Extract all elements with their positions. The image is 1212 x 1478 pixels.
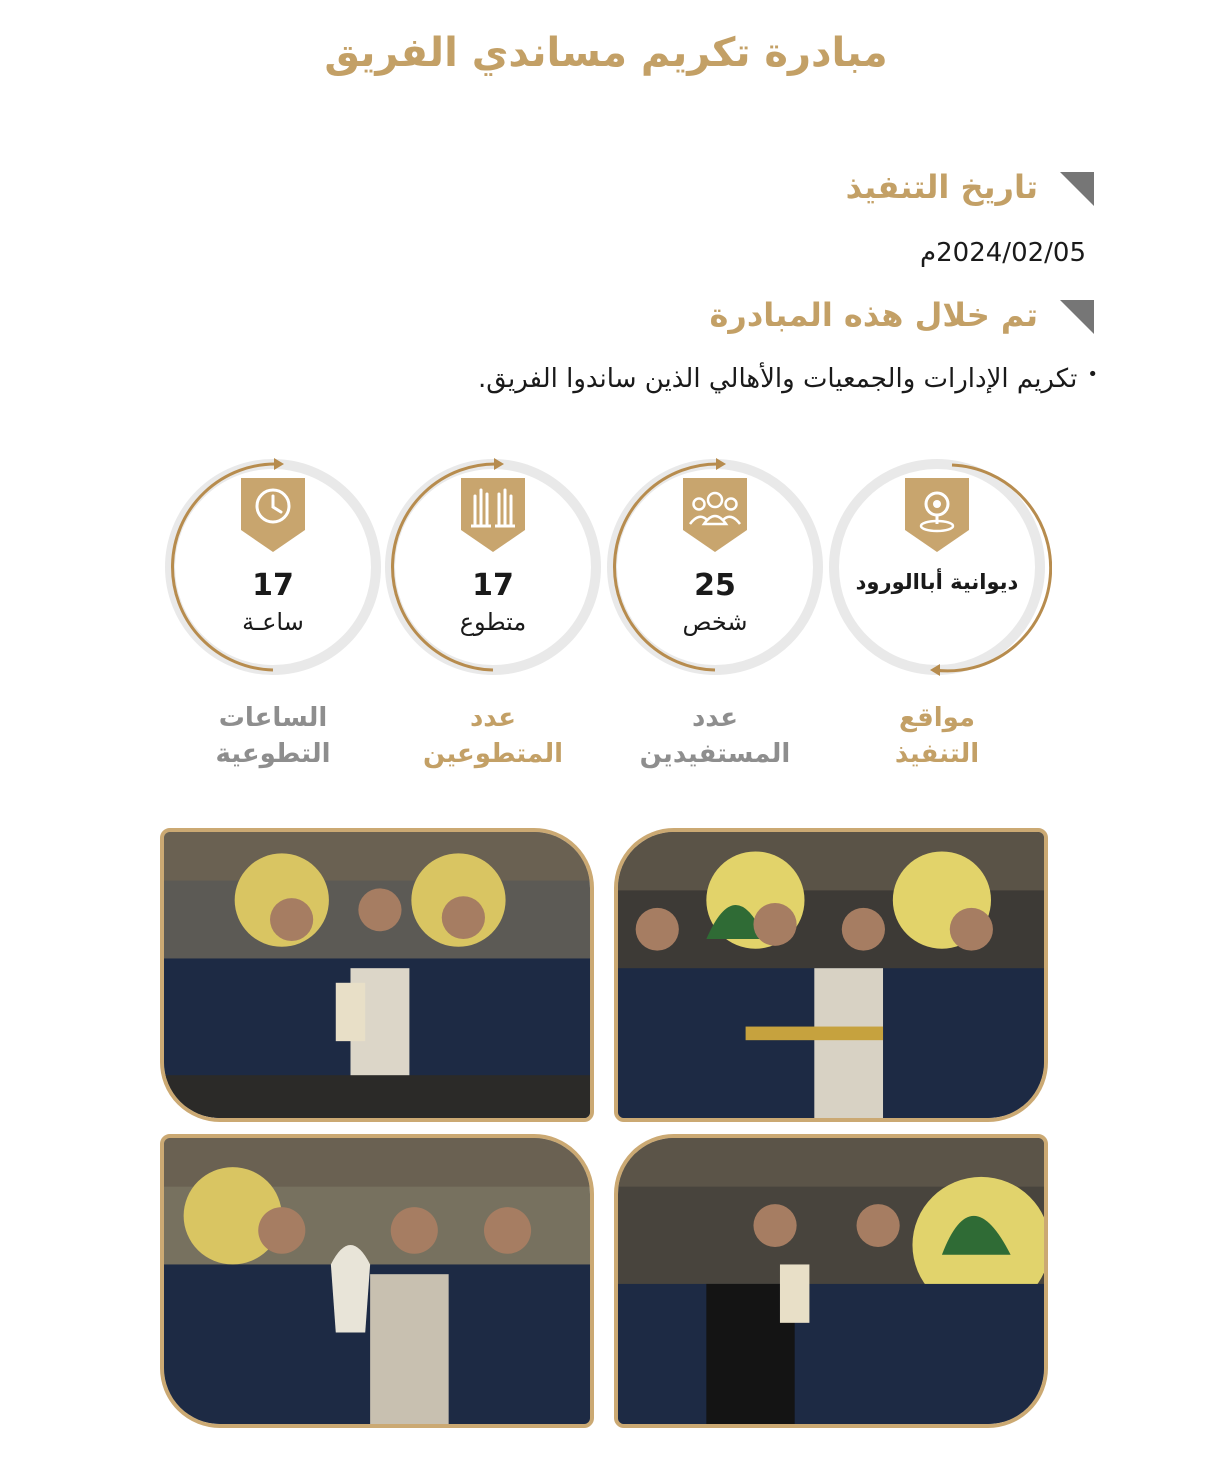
bullet-dot-icon: • [1087,364,1098,385]
initiative-heading-text: تم خلال هذه المبادرة [709,296,1038,334]
label-line: التنفيذ [894,739,980,769]
bullet-text: تكريم الإدارات والجمعيات والأهالي الذين ساندوا الفريق. [478,364,1078,394]
stat-unit: ساعـة [242,608,304,636]
triangle-marker-icon [1060,172,1094,206]
label-line: مواقع [898,703,976,733]
stat-location-name: ديوانية أباالورود [855,570,1019,594]
stat-beneficiaries [600,452,830,682]
stat-locations [822,452,1052,682]
bullet-item [478,364,1098,394]
stat-number: 25 [694,568,736,603]
label-line: عدد [469,703,517,733]
date-heading [846,168,1094,206]
stat-label-hours [158,700,388,772]
people-group-icon [679,474,751,556]
label-line: التطوعية [215,739,331,769]
event-photo [160,1134,594,1428]
stat-hours [158,452,388,682]
initiative-heading [710,296,1094,334]
stat-unit: شخص [682,608,748,636]
event-photo [614,828,1048,1122]
stat-label-beneficiaries [600,700,830,772]
label-line: المستفيدين [639,739,791,769]
stat-number: 17 [252,568,294,603]
label-line: المتطوعين [422,739,564,769]
page-title: مبادرة تكريم مساندي الفريق [324,30,888,76]
date-heading-text: تاريخ التنفيذ [845,168,1038,206]
clock-icon [237,474,309,556]
label-line: عدد [691,703,739,733]
triangle-marker-icon [1060,300,1094,334]
event-photo [160,828,594,1122]
label-line: الساعات [218,703,328,733]
execution-date: 2024/02/05م [920,238,1086,268]
stat-label-locations [822,700,1052,772]
stat-label-volunteers [378,700,608,772]
event-photo [614,1134,1048,1428]
location-pin-icon [901,474,973,556]
raised-hands-icon [457,474,529,556]
stat-unit: متطوع [459,608,527,636]
stat-volunteers [378,452,608,682]
stat-number: 17 [472,568,514,603]
